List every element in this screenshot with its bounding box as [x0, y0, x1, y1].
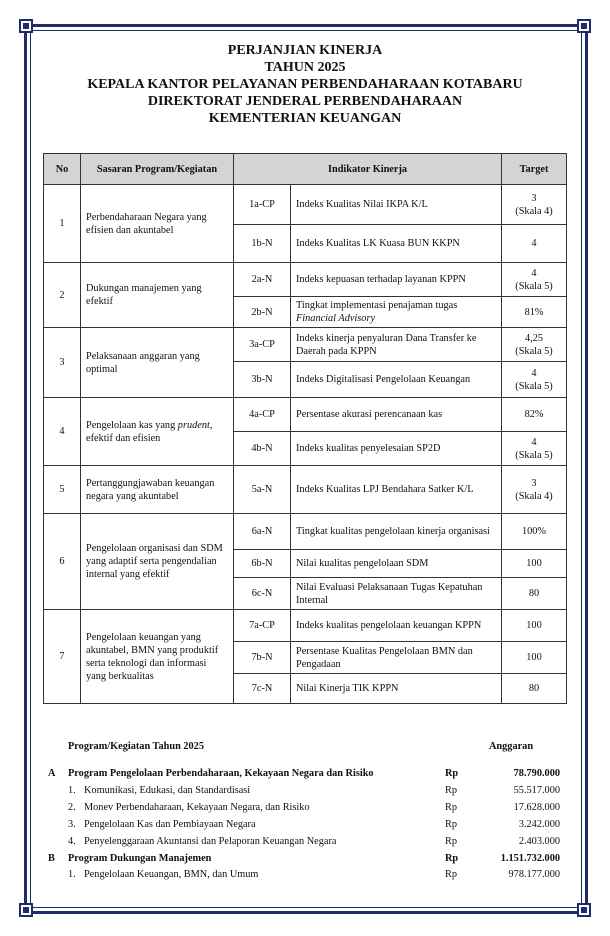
- indicator-text: Tingkat implementasi penajaman tugas: [296, 300, 458, 311]
- indicator-text: Indeks Kualitas LK Kuasa BUN KKPN: [296, 238, 460, 249]
- table-row: [44, 610, 567, 642]
- year-line: TAHUN 2025: [264, 60, 346, 75]
- currency-label: Rp: [445, 785, 458, 796]
- indicator-cell: [291, 610, 502, 642]
- indicator-code: 7b-N: [234, 642, 291, 674]
- row-number: 3: [44, 328, 81, 398]
- row-number: 6: [44, 514, 81, 610]
- title-line: PERJANJIAN KINERJA: [227, 43, 383, 58]
- target-value: 80: [528, 683, 540, 694]
- item-name: Komunikasi, Edukasi, dan Standardisasi: [84, 785, 251, 796]
- indicator-code: 7a-CP: [234, 610, 291, 642]
- budget-item-row: [44, 836, 560, 850]
- target-cell: [502, 466, 567, 514]
- indicator-code: 6b-N: [234, 550, 291, 578]
- indicator-cell: [291, 362, 502, 398]
- program-letter: A: [48, 768, 56, 779]
- indicator-code: 1b-N: [234, 225, 291, 263]
- indicator-code: 5a-N: [234, 466, 291, 514]
- indicator-text: Nilai kualitas pengelolaan SDM: [296, 558, 429, 569]
- sasaran-tail-text: , efektif dan efisien: [86, 419, 213, 444]
- indicator-code: 2b-N: [234, 297, 291, 328]
- item-amount: 2.403.000: [518, 836, 560, 847]
- row-number: 1: [44, 185, 81, 263]
- col-header-target: Target: [502, 154, 567, 185]
- corner-ornament: [19, 19, 33, 33]
- office-line: KEPALA KANTOR PELAYANAN PERBENDAHARAAN KOTABARU: [87, 77, 523, 92]
- indicator-text: Indeks kualitas pengelolaan keuangan KPPN: [296, 620, 482, 631]
- col-header-indikator: Indikator Kinerja: [234, 154, 502, 185]
- indicator-cell: [291, 328, 502, 362]
- target-value: 100: [526, 652, 542, 663]
- item-number: 1.: [68, 869, 76, 880]
- indicator-text: Persentase akurasi perencanaan kas: [296, 409, 443, 420]
- item-amount: 55.517.000: [513, 785, 560, 796]
- indicator-cell: [291, 642, 502, 674]
- indicator-cell: [291, 466, 502, 514]
- corner-ornament: [19, 903, 33, 917]
- indicator-cell: [291, 185, 502, 225]
- target-value: 4: [531, 238, 537, 249]
- sasaran-cell: [81, 398, 234, 466]
- budget-heading-right: Anggaran: [489, 741, 534, 752]
- target-scale: (Skala 4): [515, 490, 553, 502]
- indicator-text: Persentase Kualitas Pengelolaan BMN dan Pengadaan: [296, 645, 473, 670]
- sasaran-text: Pengelolaan kas yang: [86, 419, 176, 431]
- indicator-cell: [291, 297, 502, 328]
- indicator-code: 4a-CP: [234, 398, 291, 432]
- indicator-code: 3a-CP: [234, 328, 291, 362]
- sasaran-cell: [81, 466, 234, 514]
- indicator-cell: [291, 514, 502, 550]
- table-row: [44, 514, 567, 550]
- item-name: Monev Perbendaharaan, Kekayaan Negara, dan Risiko: [84, 802, 310, 813]
- directorate-line: DIREKTORAT JENDERAL PERBENDAHARAAN: [147, 94, 463, 109]
- indicator-text: Indeks kualitas penyelesaian SP2D: [296, 443, 441, 454]
- table-row: [44, 185, 567, 225]
- indicator-text: Nilai Kinerja TIK KPPN: [296, 683, 399, 694]
- target-cell: [502, 610, 567, 642]
- target-scale: (Skala 5): [515, 380, 553, 392]
- budget-item-row: [44, 785, 560, 799]
- table-row: [44, 328, 567, 362]
- item-name: Penyelenggaraan Akuntansi dan Pelaporan Keuangan Negara: [84, 836, 337, 847]
- indicator-code: 6a-N: [234, 514, 291, 550]
- target-cell: [502, 550, 567, 578]
- indicator-italic-text: Financial Advisory: [296, 313, 376, 324]
- target-cell: [502, 432, 567, 466]
- sasaran-cell: [81, 514, 234, 610]
- indicator-cell: [291, 263, 502, 297]
- indicator-cell: [291, 674, 502, 704]
- sasaran-cell: [81, 263, 234, 328]
- target-cell: [502, 398, 567, 432]
- program-amount: 78.790.000: [513, 768, 560, 779]
- indicator-text: Indeks Digitalisasi Pengelolaan Keuangan: [296, 374, 471, 385]
- indicator-cell: [291, 578, 502, 610]
- indicator-cell: [291, 225, 502, 263]
- table-body: [44, 185, 567, 704]
- target-cell: [502, 514, 567, 550]
- indicator-text: Indeks kepuasan terhadap layanan KPPN: [296, 274, 466, 285]
- col-header-sasaran: Sasaran Program/Kegiatan: [81, 154, 234, 185]
- target-value: 4: [531, 367, 537, 379]
- target-cell: [502, 362, 567, 398]
- sasaran-cell: [81, 610, 234, 704]
- indicator-cell: [291, 398, 502, 432]
- indicator-cell: [291, 550, 502, 578]
- item-number: 3.: [68, 819, 76, 830]
- document-header: [40, 42, 570, 127]
- sasaran-text: Pengelolaan keuangan yang akuntabel, BMN yang produktif serta teknologi dan informasi yang berkualitas: [86, 631, 219, 682]
- target-scale: (Skala 5): [515, 345, 553, 357]
- budget-program-row: [44, 853, 560, 867]
- target-cell: [502, 225, 567, 263]
- target-cell: [502, 297, 567, 328]
- ministry-line: KEMENTERIAN KEUANGAN: [208, 111, 402, 126]
- item-amount: 17.628.000: [513, 802, 560, 813]
- program-letter: B: [48, 853, 55, 864]
- row-number: 4: [44, 398, 81, 466]
- indicator-text: Nilai Evaluasi Pelaksanaan Tugas Kepatuhan Internal: [296, 581, 483, 606]
- program-name: Program Dukungan Manajemen: [68, 853, 212, 864]
- target-value: 3: [531, 477, 537, 489]
- target-value: 80: [528, 588, 540, 599]
- sasaran-italic-text: prudent: [177, 419, 210, 431]
- currency-label: Rp: [445, 853, 459, 864]
- target-value: 4: [531, 267, 537, 279]
- row-number: 5: [44, 466, 81, 514]
- indicator-cell: [291, 432, 502, 466]
- corner-ornament: [577, 19, 591, 33]
- indicator-code: 6c-N: [234, 578, 291, 610]
- item-number: 1.: [68, 785, 76, 796]
- item-name: Pengelolaan Kas dan Pembiayaan Negara: [84, 819, 256, 830]
- target-cell: [502, 263, 567, 297]
- program-name: Program Pengelolaan Perbendaharaan, Kekayaan Negara dan Risiko: [68, 768, 374, 779]
- item-name: Pengelolaan Keuangan, BMN, dan Umum: [84, 869, 259, 880]
- target-cell: [502, 185, 567, 225]
- target-cell: [502, 328, 567, 362]
- target-value: 4: [531, 436, 537, 448]
- currency-label: Rp: [445, 836, 458, 847]
- budget-item-row: [44, 802, 560, 816]
- row-number: 2: [44, 263, 81, 328]
- target-value: 100: [526, 558, 542, 569]
- item-amount: 3.242.000: [518, 819, 560, 830]
- sasaran-text: Pertanggungjawaban keuangan negara yang akuntabel: [86, 477, 215, 502]
- currency-label: Rp: [445, 819, 458, 830]
- sasaran-cell: [81, 185, 234, 263]
- corner-ornament: [577, 903, 591, 917]
- target-scale: (Skala 4): [515, 205, 553, 217]
- table-header-row: [44, 154, 567, 185]
- currency-label: Rp: [445, 802, 458, 813]
- table-row: [44, 398, 567, 432]
- indicator-text: Indeks Kualitas LPJ Bendahara Satker K/L: [296, 484, 474, 495]
- indicator-code: 2a-N: [234, 263, 291, 297]
- sasaran-text: Dukungan manajemen yang efektif: [86, 283, 202, 307]
- target-scale: (Skala 5): [515, 280, 553, 292]
- table-row: [44, 466, 567, 514]
- indicator-code: 4b-N: [234, 432, 291, 466]
- target-value: 4,25: [524, 332, 544, 344]
- sasaran-text: Pengelolaan organisasi dan SDM yang adaptif serta pengendalian internal yang efektif: [86, 543, 223, 580]
- program-amount: 1.151.732.000: [500, 853, 560, 864]
- budget-program-row: [44, 768, 560, 782]
- target-value: 3: [531, 192, 537, 204]
- indicator-text: Tingkat kualitas pengelolaan kinerja organisasi: [296, 526, 490, 537]
- budget-item-row: [44, 869, 560, 883]
- target-value: 81%: [524, 306, 544, 318]
- indicator-code: 1a-CP: [234, 185, 291, 225]
- performance-table: [43, 153, 567, 704]
- target-cell: [502, 578, 567, 610]
- target-cell: [502, 674, 567, 704]
- sasaran-text: Perbendaharaan Negara yang efisien dan akuntabel: [86, 211, 207, 236]
- target-cell: [502, 642, 567, 674]
- budget-heading: Program/Kegiatan Tahun 2025: [68, 741, 204, 752]
- sasaran-cell: [81, 328, 234, 398]
- row-number: 7: [44, 610, 81, 704]
- indicator-text: Indeks Kualitas Nilai IKPA K/L: [296, 199, 428, 210]
- item-amount: 978.177.000: [508, 869, 560, 880]
- target-value: 82%: [524, 409, 544, 420]
- target-value: 100%: [521, 526, 547, 537]
- indicator-code: 3b-N: [234, 362, 291, 398]
- indicator-code: 7c-N: [234, 674, 291, 704]
- target-scale: (Skala 5): [515, 449, 553, 461]
- item-number: 2.: [68, 802, 76, 813]
- budget-item-row: [44, 819, 560, 833]
- item-number: 4.: [68, 836, 76, 847]
- currency-label: Rp: [445, 768, 459, 779]
- sasaran-text: Pelaksanaan anggaran yang optimal: [86, 350, 200, 375]
- col-header-no: No: [44, 154, 81, 185]
- table-row: [44, 263, 567, 297]
- target-value: 100: [526, 620, 542, 631]
- budget-heading-row: [44, 741, 560, 755]
- currency-label: Rp: [445, 869, 458, 880]
- indicator-text: Indeks kinerja penyaluran Dana Transfer ke Daerah pada KPPN: [296, 332, 477, 357]
